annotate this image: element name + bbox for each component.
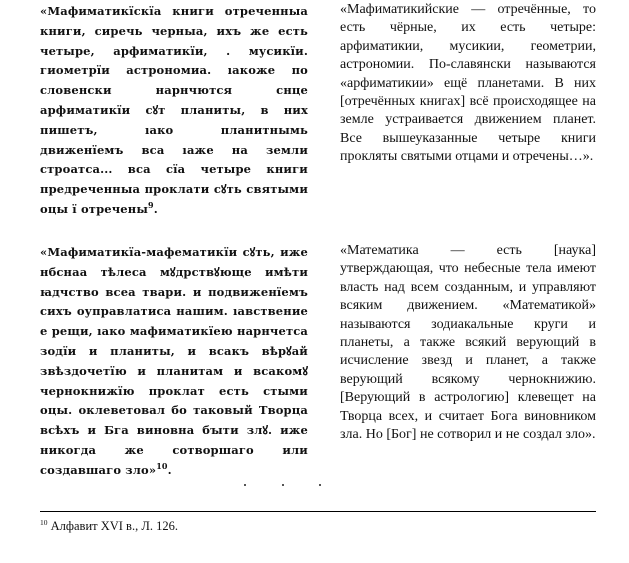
footnote-text: Алфавит XVI в., Л. 126.	[47, 519, 178, 533]
footnote	[40, 518, 178, 534]
russian-translation-2: «Математика — есть [наука] утверждающая, что небесные тела имеют власть над всем созданным, и управляют всяким движением. «Математикой» называются зодиакальные круги и планеты, а также всякий верующий в исчисление звезд и планет, а также верующий всякому чернокнижию. [Верующий в астрологию] клевещет на Творца всех, и считает Бога виновником зла. Но [Бог] не сотворил и не создал зло».	[340, 243, 596, 443]
quote-end-punct-1: .	[153, 201, 158, 216]
footnote-ref-9[interactable]: 9	[148, 200, 154, 211]
quote-end-punct-2: .	[167, 462, 172, 477]
footnote-ref-10[interactable]: 10	[156, 460, 168, 471]
russian-translation-1: «Мафиматикийские — отречённые, то есть чёрные, их есть четыре: арфиматикии, мусикии, геометрии, астрономии. По-славянски называются «арфиматикии» ещё планетами. В них [отречённых книгах] всё происходящее на земле устраивается движением планет. Все вышеуказанные четыре книги прокляты святыми отцами и отречены…».	[340, 2, 596, 165]
scan-mark	[282, 484, 284, 486]
scan-mark	[319, 484, 321, 486]
scan-mark	[244, 484, 246, 486]
footnote-separator	[40, 511, 596, 512]
footnote-number: 10	[40, 517, 48, 527]
church-slavonic-text-1: «Мафиматикїскїа книги отреченныа книги, сиречь черныа, ихъ же есть четыре, арфиматикїи, . мусикїи. гиометрїи астрономиа. ıакоже по словенски нарнчются снце арфиматикїи сꙋт планиты, в них пишетъ, ıако планитнымь движенїемъ вса ıаже на земли строатса... вса сїа четыре книги предреченныа проклати сꙋть святыми оцы ї отречены	[40, 4, 308, 216]
church-slavonic-text-2: «Мафиматикїа-мафематикїи сꙋть, иже нбснаа тѣлеса мꙋдрствꙋюще имѣти ꙗдчство всеа твари. и подвиженїемъ сихъ оуправлатиса нашим. ıавствение е рещи, ıако мафиматикїею нарнчетса зодїи и планиты, и всакъ вѣрꙋай звѣздочетїю и планитам и всакомꙋ чернокнижїю проклат есть стыми оцы. оклеветовал бо таковый Творца всѣхъ и Бга виновна бꙑти злꙋ. иже никогда же сотворшаго или создавшаго зло»	[40, 245, 308, 477]
church-slavonic-quote-1	[40, 2, 308, 220]
church-slavonic-quote-2	[40, 243, 308, 481]
